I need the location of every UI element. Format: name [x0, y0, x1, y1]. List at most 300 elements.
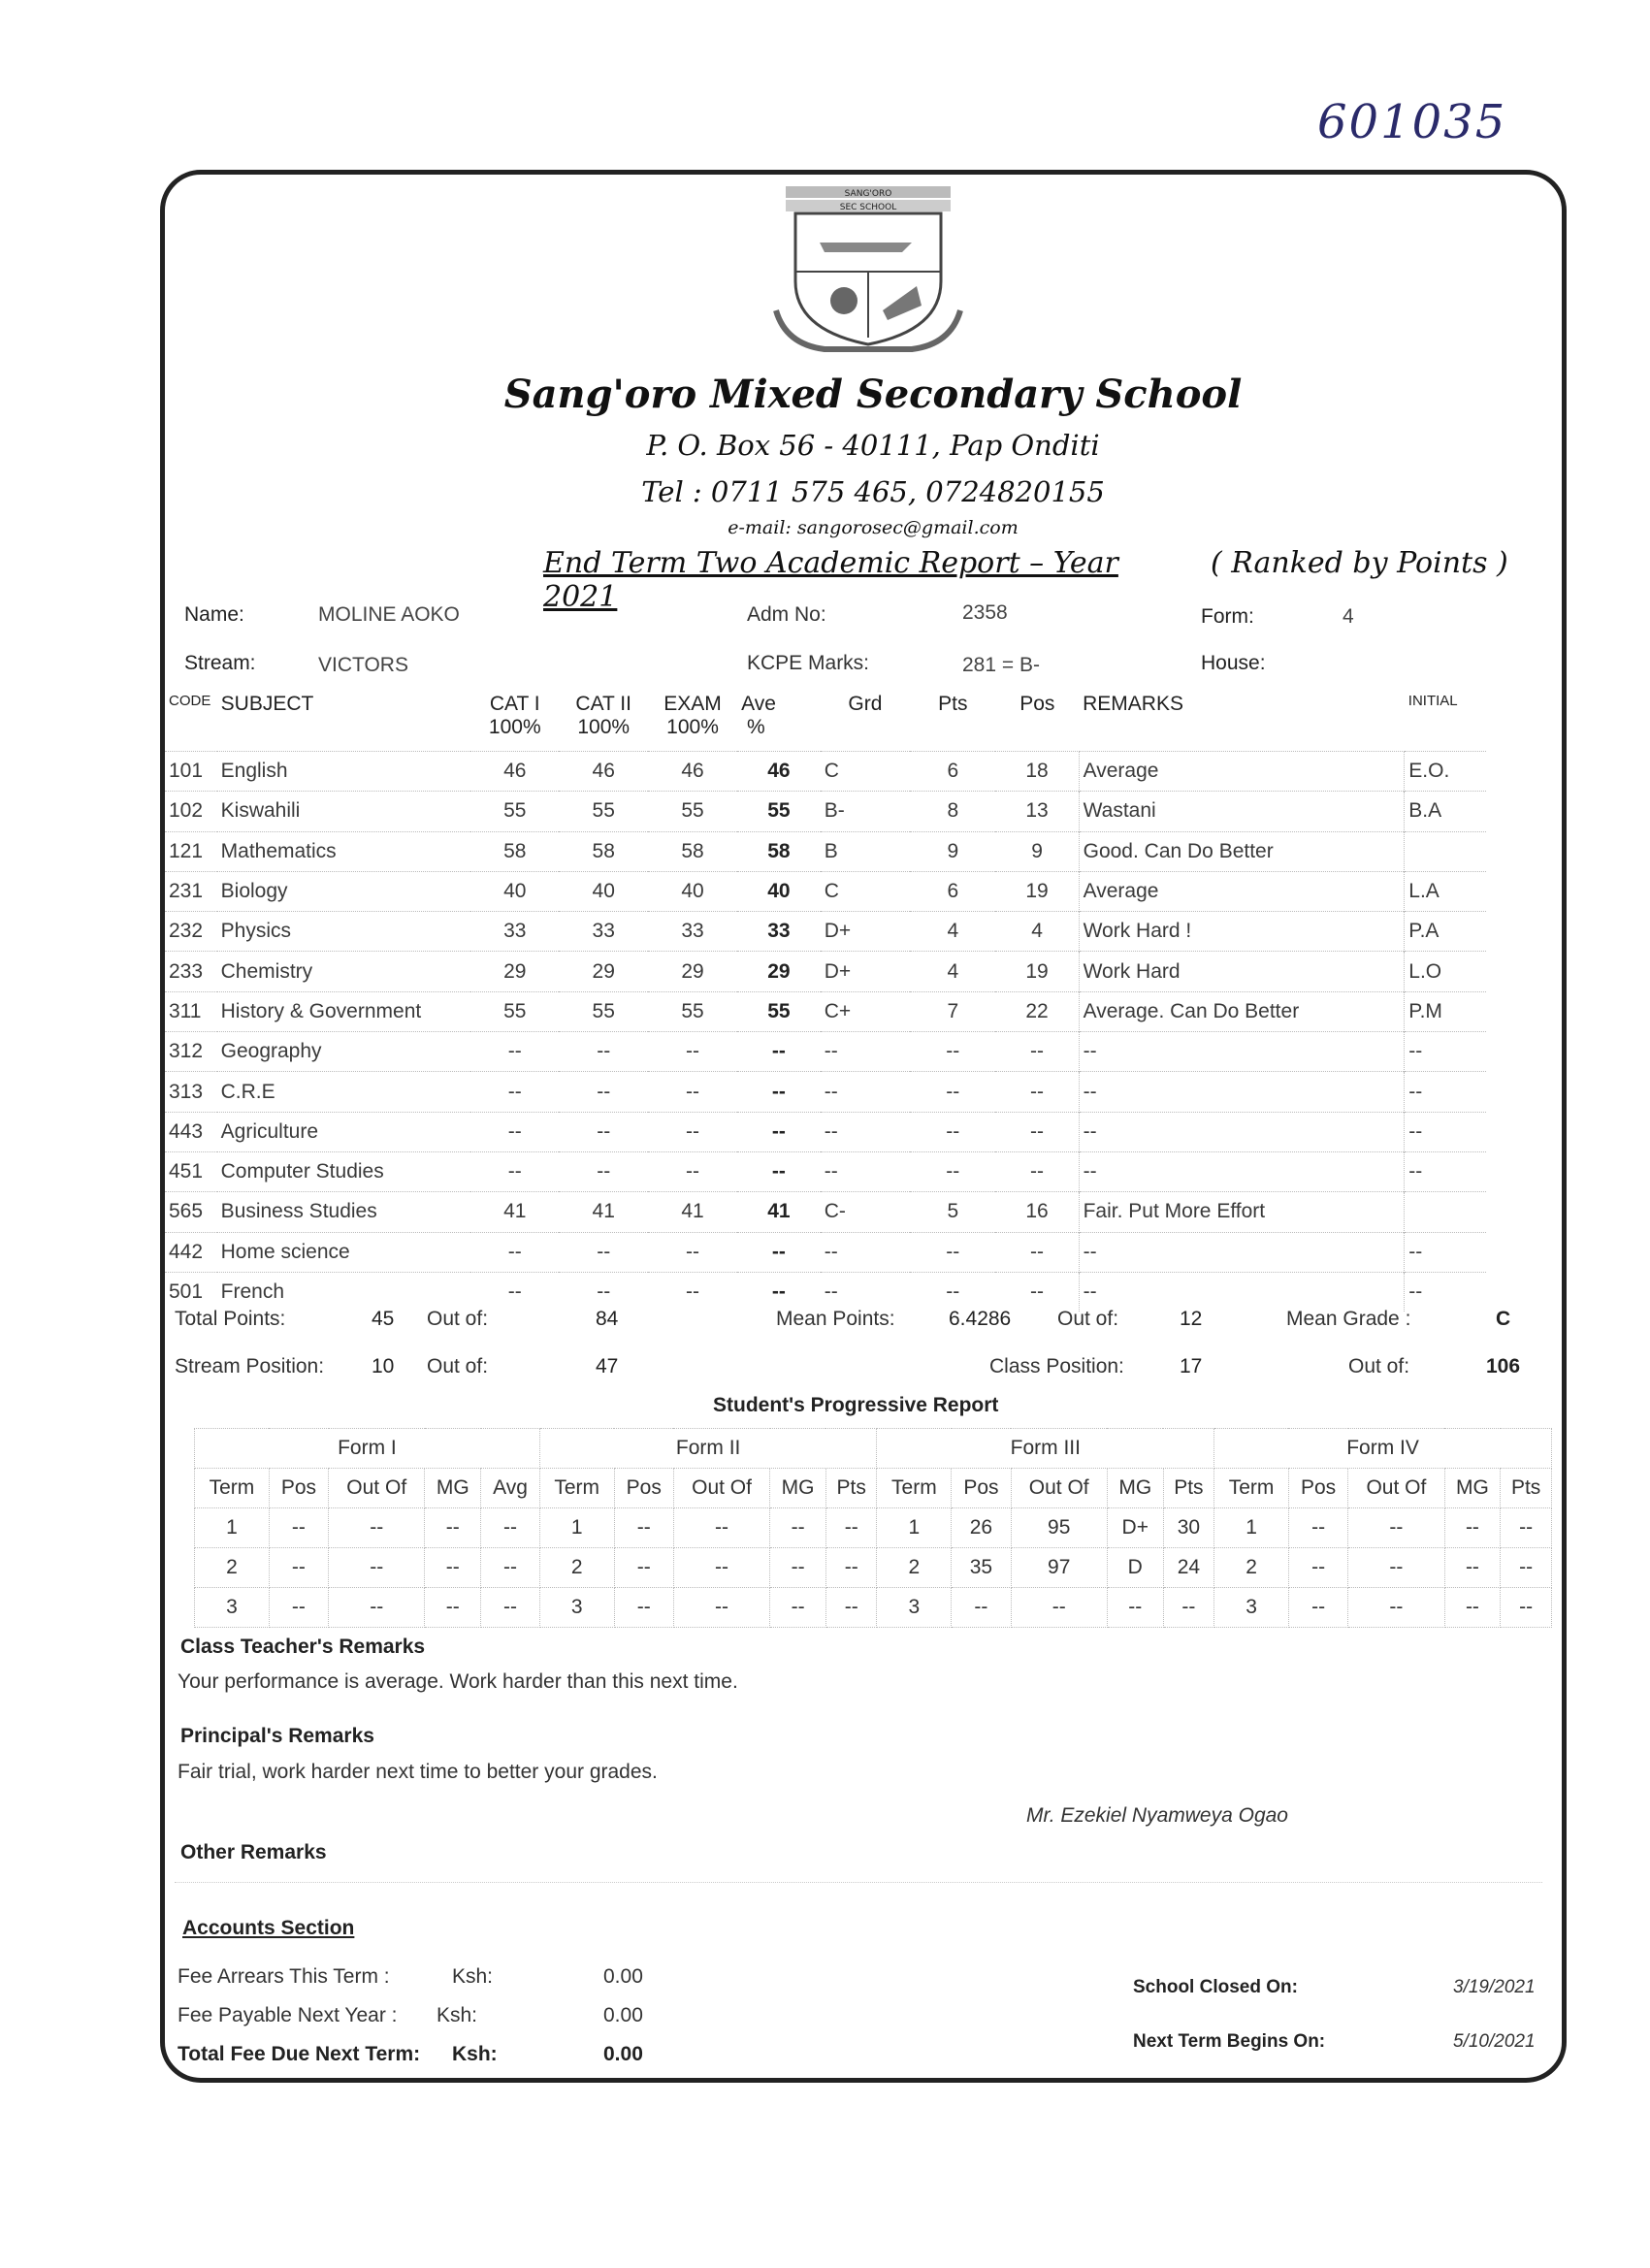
- progress-cell: --: [1288, 1508, 1347, 1548]
- school-address: P. O. Box 56 - 40111, Pap Onditi: [646, 429, 1100, 462]
- svg-text:SANG'ORO: SANG'ORO: [844, 189, 892, 199]
- cell-pts: --: [910, 1112, 995, 1151]
- cell-pts: 8: [910, 792, 995, 831]
- cell-pos: 13: [995, 792, 1079, 831]
- subject-row: [165, 1072, 1486, 1112]
- class-position-label: Class Position:: [989, 1355, 1124, 1377]
- cell-subject: Business Studies: [217, 1192, 470, 1232]
- mean-out-of-label: Out of:: [1057, 1308, 1119, 1330]
- progress-cell: --: [825, 1588, 877, 1628]
- cell-ave: 40: [737, 871, 821, 911]
- cell-cat2: --: [559, 1072, 647, 1112]
- cell-cat1: --: [470, 1232, 559, 1272]
- cell-initial: B.A: [1405, 792, 1486, 831]
- total-points-label: Total Points:: [175, 1308, 286, 1330]
- progress-col-header: Pos: [1288, 1469, 1347, 1508]
- col-subject: SUBJECT: [220, 693, 314, 715]
- progress-cell: 35: [952, 1548, 1011, 1588]
- col-initial: INITIAL: [1407, 693, 1458, 709]
- cell-subject: Physics: [217, 912, 470, 952]
- progress-cell: --: [614, 1548, 673, 1588]
- cell-remarks: Average. Can Do Better: [1079, 991, 1405, 1031]
- cell-cat1: 58: [470, 831, 559, 871]
- cell-grd: B: [821, 831, 910, 871]
- cell-pos: --: [995, 1032, 1079, 1072]
- cell-cat1: 40: [470, 871, 559, 911]
- kcpe-label: KCPE Marks:: [747, 652, 870, 674]
- progress-cell: 2: [877, 1548, 952, 1588]
- progress-cell: --: [425, 1548, 481, 1588]
- total-out-of-label: Out of:: [427, 1308, 489, 1330]
- student-name: MOLINE AOKO: [318, 603, 460, 626]
- progress-cell: --: [770, 1548, 826, 1588]
- progress-row: [195, 1508, 1552, 1548]
- progress-col-header: Out Of: [329, 1469, 425, 1508]
- progress-cell: 3: [1214, 1588, 1289, 1628]
- col-exam: EXAM 100%: [663, 693, 722, 738]
- cell-grd: C: [821, 871, 910, 911]
- mean-grade-label: Mean Grade :: [1286, 1308, 1411, 1330]
- cell-code: 451: [165, 1151, 217, 1191]
- cell-exam: --: [648, 1032, 737, 1072]
- school-email: e-mail: sangorosec@gmail.com: [728, 517, 1019, 538]
- class-position: 17: [1180, 1355, 1203, 1377]
- cell-code: 442: [165, 1232, 217, 1272]
- cell-subject: Computer Studies: [217, 1151, 470, 1191]
- cell-subject: Home science: [217, 1232, 470, 1272]
- mean-points: 6.4286: [949, 1308, 1012, 1330]
- cell-subject: French: [217, 1272, 470, 1312]
- cell-initial: --: [1405, 1232, 1486, 1272]
- cell-initial: P.M: [1405, 991, 1486, 1031]
- cell-code: 313: [165, 1072, 217, 1112]
- progress-col-header: Pts: [825, 1469, 877, 1508]
- cell-exam: --: [648, 1151, 737, 1191]
- cell-ave: 41: [737, 1192, 821, 1232]
- cell-cat1: 55: [470, 991, 559, 1031]
- progress-cell: 95: [1011, 1508, 1107, 1548]
- cell-cat1: --: [470, 1272, 559, 1312]
- cell-pos: --: [995, 1151, 1079, 1191]
- progress-cell: --: [673, 1588, 769, 1628]
- cell-pts: 6: [910, 752, 995, 792]
- col-ave: Ave %: [741, 693, 776, 738]
- stream-label: Stream:: [184, 652, 256, 674]
- progress-cell: 2: [539, 1548, 614, 1588]
- progress-cell: 2: [1214, 1548, 1289, 1588]
- progress-col-header: Pos: [614, 1469, 673, 1508]
- cell-exam: --: [648, 1112, 737, 1151]
- cell-initial: [1405, 831, 1486, 871]
- progress-cell: 2: [195, 1548, 270, 1588]
- subject-row: [165, 792, 1486, 831]
- school-tel: Tel : 0711 575 465, 0724820155: [641, 475, 1105, 508]
- cell-code: 565: [165, 1192, 217, 1232]
- progress-row: [195, 1548, 1552, 1588]
- progress-cell: 24: [1163, 1548, 1214, 1588]
- subject-row: [165, 1272, 1486, 1312]
- progress-cell: --: [269, 1548, 328, 1588]
- mean-grade: C: [1496, 1308, 1511, 1330]
- progress-cell: 1: [539, 1508, 614, 1548]
- cell-ave: 29: [737, 952, 821, 991]
- cell-pos: --: [995, 1272, 1079, 1312]
- cell-grd: --: [821, 1072, 910, 1112]
- progress-cell: --: [481, 1508, 540, 1548]
- cell-initial: --: [1405, 1072, 1486, 1112]
- cell-pts: 6: [910, 871, 995, 911]
- mean-out-of: 12: [1180, 1308, 1203, 1330]
- cell-cat1: 33: [470, 912, 559, 952]
- cell-initial: [1405, 1192, 1486, 1232]
- cell-cat2: --: [559, 1151, 647, 1191]
- cell-subject: Biology: [217, 871, 470, 911]
- total-out-of: 84: [596, 1308, 619, 1330]
- progress-cell: --: [825, 1508, 877, 1548]
- class-out-of-label: Out of:: [1348, 1355, 1410, 1377]
- cell-cat1: --: [470, 1112, 559, 1151]
- cell-grd: C+: [821, 991, 910, 1031]
- cell-cat1: --: [470, 1151, 559, 1191]
- progress-cell: --: [770, 1588, 826, 1628]
- cell-pos: 4: [995, 912, 1079, 952]
- subject-row: [165, 871, 1486, 911]
- fee-arrears-label: Fee Arrears This Term :: [178, 1965, 390, 1988]
- cell-ave: 58: [737, 831, 821, 871]
- cell-code: 443: [165, 1112, 217, 1151]
- class-out-of: 106: [1486, 1355, 1521, 1377]
- cell-cat2: 46: [559, 752, 647, 792]
- subject-row: [165, 1232, 1486, 1272]
- subject-row: [165, 1192, 1486, 1232]
- progress-col-header: Term: [1214, 1469, 1289, 1508]
- progress-cell: --: [952, 1588, 1011, 1628]
- progress-col-header: Term: [539, 1469, 614, 1508]
- progress-cell: 30: [1163, 1508, 1214, 1548]
- col-pos: Pos: [1019, 693, 1055, 715]
- cell-subject: Mathematics: [217, 831, 470, 871]
- cell-code: 102: [165, 792, 217, 831]
- total-points: 45: [372, 1308, 395, 1330]
- progress-cell: --: [269, 1588, 328, 1628]
- cell-initial: L.A: [1405, 871, 1486, 911]
- progress-cell: --: [1288, 1548, 1347, 1588]
- progress-cell: --: [425, 1588, 481, 1628]
- progress-cell: --: [1501, 1548, 1552, 1588]
- cell-grd: B-: [821, 792, 910, 831]
- cell-cat2: 33: [559, 912, 647, 952]
- stream-position: 10: [372, 1355, 395, 1377]
- fee-payable-label: Fee Payable Next Year :: [178, 2004, 398, 2026]
- cell-code: 232: [165, 912, 217, 952]
- form-value: 4: [1343, 605, 1354, 628]
- form-header: Form II: [539, 1429, 877, 1469]
- cell-pts: --: [910, 1272, 995, 1312]
- cell-cat2: 40: [559, 871, 647, 911]
- progress-col-header: Out Of: [1011, 1469, 1107, 1508]
- cell-subject: Kiswahili: [217, 792, 470, 831]
- progress-cell: --: [269, 1508, 328, 1548]
- cell-cat1: --: [470, 1032, 559, 1072]
- progress-cell: 3: [195, 1588, 270, 1628]
- cell-cat1: 29: [470, 952, 559, 991]
- progress-table: [194, 1428, 1552, 1628]
- subject-row: [165, 831, 1486, 871]
- progress-cell: --: [1348, 1508, 1444, 1548]
- adm-label: Adm No:: [747, 603, 826, 626]
- stream-value: VICTORS: [318, 654, 408, 676]
- cell-cat1: 41: [470, 1192, 559, 1232]
- cell-grd: D+: [821, 912, 910, 952]
- cell-pts: --: [910, 1072, 995, 1112]
- cell-pts: --: [910, 1032, 995, 1072]
- progress-col-header: Out Of: [1348, 1469, 1444, 1508]
- progress-cell: --: [481, 1548, 540, 1588]
- cell-pts: 9: [910, 831, 995, 871]
- cell-cat1: 46: [470, 752, 559, 792]
- cell-cat2: --: [559, 1272, 647, 1312]
- cell-cat2: --: [559, 1112, 647, 1151]
- progress-col-header: Out Of: [673, 1469, 769, 1508]
- cell-pos: 18: [995, 752, 1079, 792]
- progress-col-header: Pos: [952, 1469, 1011, 1508]
- svg-text:SEC SCHOOL: SEC SCHOOL: [839, 203, 897, 212]
- cell-pos: 16: [995, 1192, 1079, 1232]
- class-teacher-remarks: Your performance is average. Work harder than this next time.: [178, 1670, 738, 1693]
- cell-ave: 46: [737, 752, 821, 792]
- cell-cat2: 29: [559, 952, 647, 991]
- cell-exam: 29: [648, 952, 737, 991]
- cell-subject: History & Government: [217, 991, 470, 1031]
- cell-pos: --: [995, 1072, 1079, 1112]
- next-term-date: 5/10/2021: [1453, 2031, 1536, 2052]
- cell-subject: Chemistry: [217, 952, 470, 991]
- name-label: Name:: [184, 603, 244, 626]
- cell-grd: --: [821, 1151, 910, 1191]
- cell-ave: --: [737, 1032, 821, 1072]
- progress-cell: 26: [952, 1508, 1011, 1548]
- cell-initial: --: [1405, 1272, 1486, 1312]
- form-header: Form IV: [1214, 1429, 1552, 1469]
- cell-exam: 40: [648, 871, 737, 911]
- progress-cell: --: [481, 1588, 540, 1628]
- cell-initial: --: [1405, 1032, 1486, 1072]
- subject-row: [165, 1032, 1486, 1072]
- cell-exam: --: [648, 1272, 737, 1312]
- subject-row: [165, 912, 1486, 952]
- progress-cell: 1: [195, 1508, 270, 1548]
- cell-grd: --: [821, 1232, 910, 1272]
- progress-col-header: MG: [770, 1469, 826, 1508]
- fee-payable: 0.00: [603, 2004, 643, 2026]
- cell-exam: 55: [648, 991, 737, 1031]
- principal-name: Mr. Ezekiel Nyamweya Ogao: [1026, 1804, 1288, 1827]
- cell-grd: --: [821, 1112, 910, 1151]
- progress-col-header: Pos: [269, 1469, 328, 1508]
- adm-number: 2358: [962, 601, 1008, 624]
- progress-cell: 1: [877, 1508, 952, 1548]
- handwritten-number: 601035: [1317, 95, 1507, 149]
- cell-ave: 55: [737, 991, 821, 1031]
- cell-ave: 33: [737, 912, 821, 952]
- progress-cell: --: [1288, 1588, 1347, 1628]
- house-label: House:: [1201, 652, 1266, 674]
- cell-grd: C: [821, 752, 910, 792]
- cell-pts: 7: [910, 991, 995, 1031]
- cell-pos: 19: [995, 952, 1079, 991]
- progress-col-header: MG: [1444, 1469, 1501, 1508]
- cell-initial: --: [1405, 1112, 1486, 1151]
- col-cat1: CAT I 100%: [488, 693, 541, 738]
- subject-row: [165, 991, 1486, 1031]
- progress-col-header: Pts: [1501, 1469, 1552, 1508]
- subject-row: [165, 952, 1486, 991]
- cell-code: 233: [165, 952, 217, 991]
- progress-cell: --: [1107, 1588, 1163, 1628]
- cell-pts: 5: [910, 1192, 995, 1232]
- cell-initial: P.A: [1405, 912, 1486, 952]
- cell-pts: --: [910, 1232, 995, 1272]
- other-remarks-label: Other Remarks: [180, 1841, 327, 1863]
- cell-remarks: --: [1079, 1272, 1405, 1312]
- cell-remarks: Fair. Put More Effort: [1079, 1192, 1405, 1232]
- progress-cell: --: [329, 1588, 425, 1628]
- cell-subject: English: [217, 752, 470, 792]
- cell-remarks: --: [1079, 1232, 1405, 1272]
- cell-remarks: Wastani: [1079, 792, 1405, 831]
- cell-cat2: 41: [559, 1192, 647, 1232]
- cell-cat2: 58: [559, 831, 647, 871]
- cell-exam: 33: [648, 912, 737, 952]
- cell-grd: D+: [821, 952, 910, 991]
- progress-cell: --: [1348, 1588, 1444, 1628]
- cell-subject: Agriculture: [217, 1112, 470, 1151]
- cell-grd: --: [821, 1272, 910, 1312]
- ranking-note: ( Ranked by Points ): [1211, 546, 1508, 580]
- cell-cat1: 55: [470, 792, 559, 831]
- marks-header-row: [165, 691, 1486, 752]
- progress-col-header: Term: [877, 1469, 952, 1508]
- progress-cell: --: [1444, 1548, 1501, 1588]
- cell-subject: C.R.E: [217, 1072, 470, 1112]
- school-crest: [766, 184, 970, 354]
- cell-code: 231: [165, 871, 217, 911]
- cell-code: 311: [165, 991, 217, 1031]
- cell-initial: --: [1405, 1151, 1486, 1191]
- accounts-title: Accounts Section: [182, 1917, 355, 1939]
- form-label: Form:: [1201, 605, 1254, 628]
- cell-remarks: --: [1079, 1032, 1405, 1072]
- cell-cat2: 55: [559, 792, 647, 831]
- progress-cell: --: [329, 1508, 425, 1548]
- total-fee-currency: Ksh:: [452, 2043, 498, 2065]
- next-term-label: Next Term Begins On:: [1133, 2031, 1326, 2052]
- progress-col-header: MG: [1107, 1469, 1163, 1508]
- cell-grd: C-: [821, 1192, 910, 1232]
- progress-cell: --: [673, 1508, 769, 1548]
- progress-cell: --: [1011, 1588, 1107, 1628]
- cell-cat2: --: [559, 1232, 647, 1272]
- col-cat2: CAT II 100%: [575, 693, 631, 738]
- cell-ave: --: [737, 1232, 821, 1272]
- cell-pos: 22: [995, 991, 1079, 1031]
- cell-pts: 4: [910, 912, 995, 952]
- progress-cell: --: [614, 1588, 673, 1628]
- cell-ave: --: [737, 1151, 821, 1191]
- subject-row: [165, 1151, 1486, 1191]
- progress-col-header: Pts: [1163, 1469, 1214, 1508]
- subject-row: [165, 752, 1486, 792]
- cell-remarks: --: [1079, 1112, 1405, 1151]
- cell-pos: 19: [995, 871, 1079, 911]
- progress-cell: D+: [1107, 1508, 1163, 1548]
- cell-cat1: --: [470, 1072, 559, 1112]
- cell-exam: 46: [648, 752, 737, 792]
- cell-exam: --: [648, 1072, 737, 1112]
- stream-position-label: Stream Position:: [175, 1355, 325, 1377]
- progress-cell: --: [673, 1548, 769, 1588]
- cell-initial: L.O: [1405, 952, 1486, 991]
- form-header: Form I: [195, 1429, 540, 1469]
- cell-remarks: Average: [1079, 871, 1405, 911]
- principal-remarks-label: Principal's Remarks: [180, 1725, 374, 1747]
- progress-cell: --: [770, 1508, 826, 1548]
- subject-row: [165, 1112, 1486, 1151]
- cell-code: 121: [165, 831, 217, 871]
- progress-cell: 97: [1011, 1548, 1107, 1588]
- progress-cell: --: [825, 1548, 877, 1588]
- cell-grd: --: [821, 1032, 910, 1072]
- progress-col-header: Avg: [481, 1469, 540, 1508]
- progress-cell: D: [1107, 1548, 1163, 1588]
- cell-pts: --: [910, 1151, 995, 1191]
- progress-cell: --: [1501, 1508, 1552, 1548]
- progress-col-header: MG: [425, 1469, 481, 1508]
- cell-ave: 55: [737, 792, 821, 831]
- cell-remarks: --: [1079, 1151, 1405, 1191]
- class-teacher-remarks-label: Class Teacher's Remarks: [180, 1636, 426, 1658]
- fee-arrears: 0.00: [603, 1965, 643, 1988]
- mean-points-label: Mean Points:: [776, 1308, 895, 1330]
- progress-cell: 3: [877, 1588, 952, 1628]
- cell-subject: Geography: [217, 1032, 470, 1072]
- cell-code: 101: [165, 752, 217, 792]
- progress-cell: --: [329, 1548, 425, 1588]
- cell-exam: --: [648, 1232, 737, 1272]
- cell-pos: --: [995, 1112, 1079, 1151]
- school-closed-date: 3/19/2021: [1453, 1977, 1536, 1997]
- fee-payable-currency: Ksh:: [437, 2004, 478, 2026]
- cell-remarks: Average: [1079, 752, 1405, 792]
- cell-exam: 58: [648, 831, 737, 871]
- col-grd: Grd: [848, 693, 883, 715]
- cell-code: 312: [165, 1032, 217, 1072]
- cell-exam: 41: [648, 1192, 737, 1232]
- progress-col-header: Term: [195, 1469, 270, 1508]
- progress-cell: 1: [1214, 1508, 1289, 1548]
- progress-cell: --: [614, 1508, 673, 1548]
- stream-out-of-label: Out of:: [427, 1355, 489, 1377]
- progress-forms-row: [195, 1429, 1552, 1469]
- school-name: Sang'oro Mixed Secondary School: [503, 372, 1243, 417]
- cell-ave: --: [737, 1112, 821, 1151]
- col-remarks: REMARKS: [1083, 693, 1183, 715]
- cell-code: 501: [165, 1272, 217, 1312]
- remarks-divider: [175, 1882, 1542, 1883]
- cell-ave: --: [737, 1072, 821, 1112]
- cell-pos: 9: [995, 831, 1079, 871]
- cell-cat2: 55: [559, 991, 647, 1031]
